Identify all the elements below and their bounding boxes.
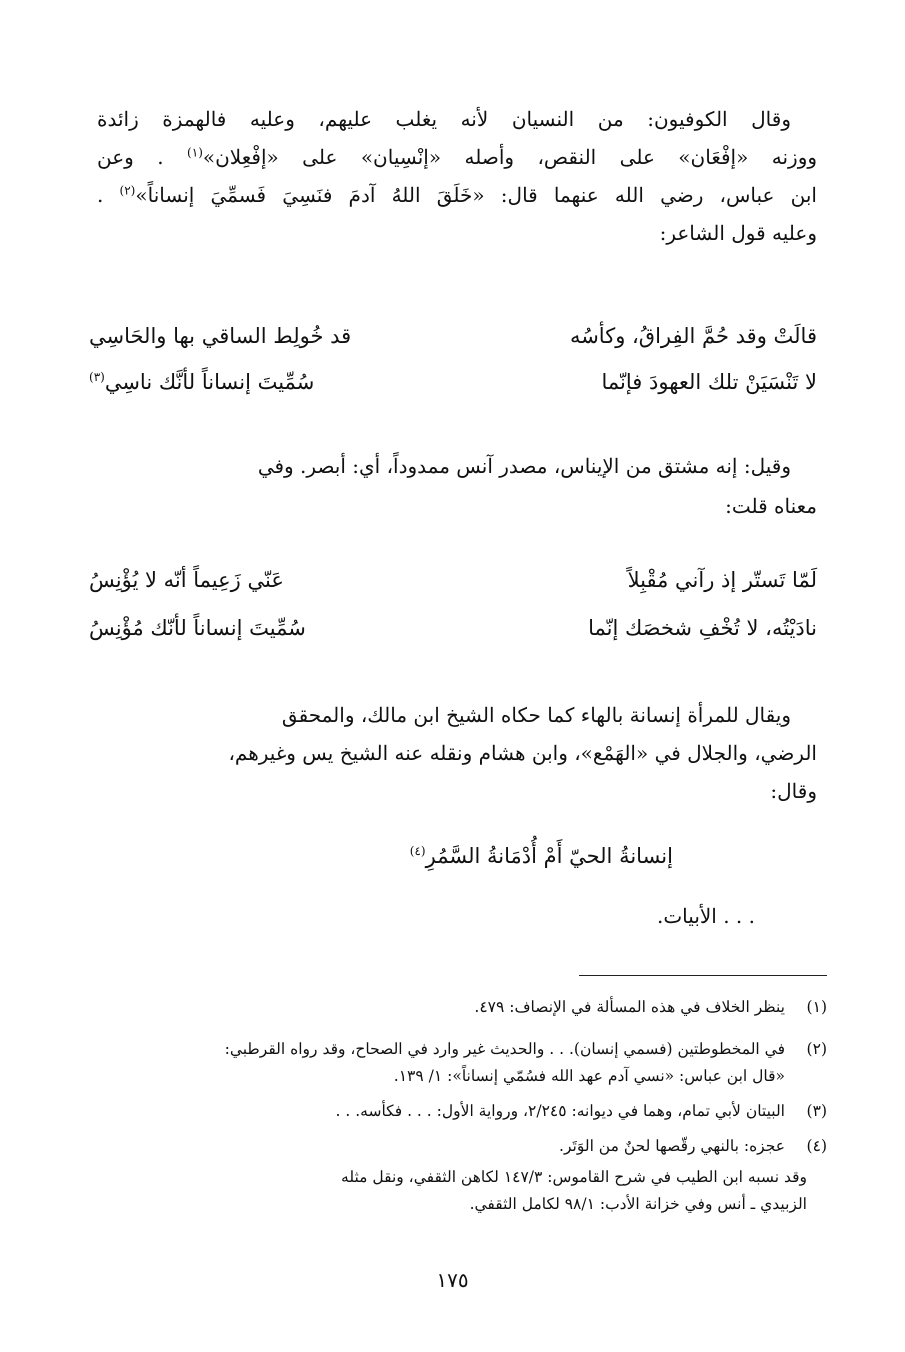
verse-second-hemistich bbox=[89, 362, 419, 402]
footnote-number: (١) bbox=[806, 998, 827, 1016]
single-verse bbox=[213, 836, 673, 876]
verse-line bbox=[89, 608, 817, 648]
footnote bbox=[87, 1098, 827, 1125]
footnote-text: عجزه: بالنهي رقّصها لحنٌ من الوَتَر. bbox=[559, 1137, 785, 1155]
footnote bbox=[87, 1133, 827, 1160]
paragraph-inas-derivation bbox=[97, 446, 817, 526]
verse-second-hemistich: قد خُولِط الساقي بها والحَاسِي bbox=[89, 324, 352, 348]
verse-first-hemistich: قالَتْ وقد حُمَّ الفِراقُ، وكأسُه bbox=[569, 324, 817, 348]
page-number: ١٧٥ bbox=[436, 1268, 469, 1292]
paragraph-line: الرضي، والجلال في «الهَمْع»، وابن هشام ونقله عنه الشيخ يس وغيرهم، bbox=[228, 741, 817, 765]
verse-text: سُمِّيتَ إنساناً لأنَّك ناسِي bbox=[104, 370, 315, 394]
footnote-number: (٤) bbox=[806, 1137, 827, 1155]
verse-line bbox=[89, 560, 817, 600]
footnote-ref[interactable]: (١) bbox=[187, 145, 203, 160]
paragraph-text: ووزنه «إفْعَان» على النقص، وأصله «إنْسِيان» على «إفْعِلان» bbox=[202, 145, 817, 169]
paragraph-line: وقال الكوفيون: من النسيان لأنه يغلب عليهم، وعليه فالهمزة زائدة bbox=[97, 107, 791, 131]
footnote-ref[interactable]: (٤) bbox=[409, 844, 426, 858]
footnote-text: «قال ابن عباس: «نسي آدم عهد الله فسُمّي إنساناً»: ١/ ١٣٩. bbox=[393, 1067, 785, 1085]
paragraph-line bbox=[97, 138, 817, 176]
footnote bbox=[87, 1036, 827, 1090]
verse-first-hemistich: لَمّا تَستّر إذ رآني مُقْبِلاً bbox=[627, 568, 817, 592]
footnote-text: الزبيدي ـ أنس وفي خزانة الأدب: ٩٨/١ لكامل الثقفي. bbox=[469, 1195, 807, 1213]
footnote-separator bbox=[579, 975, 827, 976]
verse-first-hemistich: نادَيْتُه، لا تُخْفِ شخصَك إنّما bbox=[588, 616, 817, 640]
footnote-ref[interactable]: (٢) bbox=[119, 183, 136, 198]
footnote-continuation bbox=[87, 1164, 827, 1218]
paragraph-line bbox=[97, 176, 817, 214]
footnote-number: (٣) bbox=[806, 1102, 827, 1120]
footnote-ref[interactable]: (٣) bbox=[89, 370, 105, 384]
verse-text: إنسانةُ الحيّ أَمْ أُدْمَانةُ السَّمُرِ bbox=[425, 844, 673, 868]
footnote-text: البيتان لأبي تمام، وهما في ديوانه: ٢/٢٤٥، ورواية الأول: . . . فكأسه. . . bbox=[335, 1102, 785, 1120]
paragraph-line: ويقال للمرأة إنسانة بالهاء كما حكاه الشيخ ابن مالك، والمحقق bbox=[281, 703, 791, 727]
paragraph-line: معناه قلت: bbox=[725, 494, 817, 518]
paragraph-line: وعليه قول الشاعر: bbox=[659, 221, 817, 245]
footnote-text: في المخطوطتين (فسمي إنسان). . . والحديث غير وارد في الصحاح، وقد رواه القرطبي: bbox=[224, 1040, 785, 1058]
verse-first-hemistich: لا تَنْسَيَنْ تلك العهودَ فإنّما bbox=[601, 370, 817, 394]
paragraph-text: . وعن bbox=[97, 145, 164, 169]
verse-line bbox=[89, 316, 817, 356]
paragraph-text: ابن عباس، رضي الله عنهما قال: «خَلَقَ اللهُ آدمَ فنَسِيَ فَسمِّيَ إنساناً» bbox=[135, 183, 817, 207]
paragraph-text: . bbox=[97, 183, 104, 207]
footnote bbox=[87, 994, 827, 1021]
paragraph-insana-feminine bbox=[97, 696, 817, 810]
footnote-number: (٢) bbox=[806, 1040, 827, 1058]
verse-second-hemistich: سُمِّيتَ إنساناً لأنّك مُؤْنِسُ bbox=[89, 616, 306, 640]
verse-line bbox=[89, 362, 817, 402]
paragraph-kufan-opinion bbox=[97, 100, 817, 252]
paragraph-line: وقال: bbox=[770, 779, 817, 803]
verse-second-hemistich: عَنّي زَعِيماً أنّه لا يُؤْنِسُ bbox=[89, 568, 284, 592]
ellipsis-verses: . . . الأبيات. bbox=[657, 904, 755, 928]
footnote-text: ينظر الخلاف في هذه المسألة في الإنصاف: ٤٧٩. bbox=[474, 998, 785, 1016]
footnote-text: وقد نسبه ابن الطيب في شرح القاموس: ١٤٧/٣ لكاهن الثقفي، ونقل مثله bbox=[341, 1168, 807, 1186]
paragraph-line: وقيل: إنه مشتق من الإيناس، مصدر آنس ممدوداً، أي: أبصر. وفي bbox=[257, 454, 791, 478]
